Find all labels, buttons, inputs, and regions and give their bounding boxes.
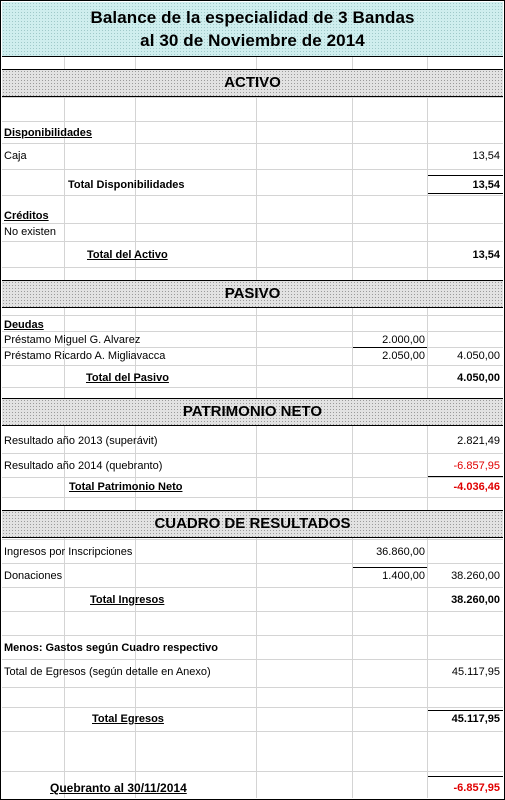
total-underline <box>428 175 503 176</box>
gridline <box>2 121 503 122</box>
ingresos-inscripciones-value: 36.860,00 <box>376 546 425 558</box>
gridline <box>2 315 503 316</box>
total-underline <box>353 567 427 568</box>
gridline <box>2 347 503 348</box>
ingresos-inscripciones-label: Ingresos por Inscripciones <box>4 546 133 558</box>
gridline <box>2 241 503 242</box>
gridline <box>2 477 503 478</box>
gridline <box>2 707 503 708</box>
gridline <box>2 611 503 612</box>
total-underline <box>428 776 503 777</box>
deudas-label: Deudas <box>4 319 44 331</box>
ingresos-sum-value: 38.260,00 <box>451 570 500 582</box>
gridline <box>2 659 503 660</box>
quebranto-value: -6.857,95 <box>453 782 500 794</box>
prestamos-sum-value: 4.050,00 <box>457 350 500 362</box>
gridline <box>2 223 503 224</box>
no-existen-text: No existen <box>4 226 56 238</box>
prestamo-1-value: 2.000,00 <box>382 334 425 346</box>
gridline <box>2 453 503 454</box>
total-disponibilidades-value: 13,54 <box>472 179 500 191</box>
gridline <box>2 771 503 772</box>
prestamo-2-label: Préstamo Ricardo A. Migliavacca <box>4 350 166 362</box>
caja-label: Caja <box>4 150 27 162</box>
section-header-resultados <box>2 510 503 538</box>
gridline <box>2 387 503 388</box>
total-pasivo-label: Total del Pasivo <box>86 372 169 384</box>
total-patrimonio-value: -4.036,46 <box>453 481 500 493</box>
total-ingresos-value: 38.260,00 <box>451 594 500 606</box>
gridline <box>2 331 503 332</box>
sheet-title <box>2 2 503 57</box>
gridline <box>2 365 503 366</box>
prestamo-2-value: 2.050,00 <box>382 350 425 362</box>
disponibilidades-label: Disponibilidades <box>4 127 93 139</box>
gridline <box>2 97 503 98</box>
total-pasivo-value: 4.050,00 <box>457 372 500 384</box>
creditos-label: Créditos <box>4 210 49 222</box>
section-header-activo <box>2 69 503 97</box>
quebranto-label: Quebranto al 30/11/2014 <box>50 781 187 795</box>
gridline <box>2 687 503 688</box>
section-title: PASIVO <box>224 285 281 302</box>
gridline <box>2 143 503 144</box>
gridline <box>2 169 503 170</box>
resultado-2013-label: Resultado año 2013 (superávit) <box>4 435 158 447</box>
donaciones-label: Donaciones <box>4 570 63 582</box>
gridline <box>2 563 503 564</box>
section-title: CUADRO DE RESULTADOS <box>154 515 351 532</box>
gridline <box>2 635 503 636</box>
gridline <box>2 587 503 588</box>
prestamo-1-label: Préstamo Miguel G. Alvarez <box>4 334 141 346</box>
total-egresos-anexo-label: Total de Egresos (según detalle en Anexo) <box>4 666 211 678</box>
total-disponibilidades-label: Total Disponibilidades <box>68 179 185 191</box>
resultado-2014-value: -6.857,95 <box>453 460 500 472</box>
total-patrimonio-label: Total Patrimonio Neto <box>69 481 183 493</box>
total-egresos-label: Total Egresos <box>92 713 164 725</box>
gridline <box>2 195 503 196</box>
section-header-patrimonio <box>2 398 503 426</box>
menos-gastos-label: Menos: Gastos según Cuadro respectivo <box>4 642 218 654</box>
total-underline <box>353 347 427 348</box>
donaciones-value: 1.400,00 <box>382 570 425 582</box>
gridline <box>2 267 503 268</box>
total-ingresos-label: Total Ingresos <box>90 594 165 606</box>
title-line-2: al 30 de Noviembre de 2014 <box>140 31 365 50</box>
gridline <box>2 497 503 498</box>
section-title: ACTIVO <box>224 74 281 91</box>
section-header-pasivo <box>2 280 503 308</box>
total-egresos-anexo-value: 45.117,95 <box>451 666 500 678</box>
total-underline <box>428 476 503 477</box>
total-underline <box>428 193 503 194</box>
total-egresos-value: 45.117,95 <box>451 713 500 725</box>
gridline <box>2 731 503 732</box>
total-activo-label: Total del Activo <box>87 249 168 261</box>
resultado-2014-label: Resultado año 2014 (quebranto) <box>4 460 163 472</box>
caja-value: 13,54 <box>472 150 500 162</box>
total-activo-value: 13,54 <box>472 249 500 261</box>
resultado-2013-value: 2.821,49 <box>457 435 500 447</box>
title-line-1: Balance de la especialidad de 3 Bandas <box>90 8 415 27</box>
total-underline <box>428 710 503 711</box>
section-title: PATRIMONIO NETO <box>182 403 323 420</box>
gridline <box>2 539 503 540</box>
